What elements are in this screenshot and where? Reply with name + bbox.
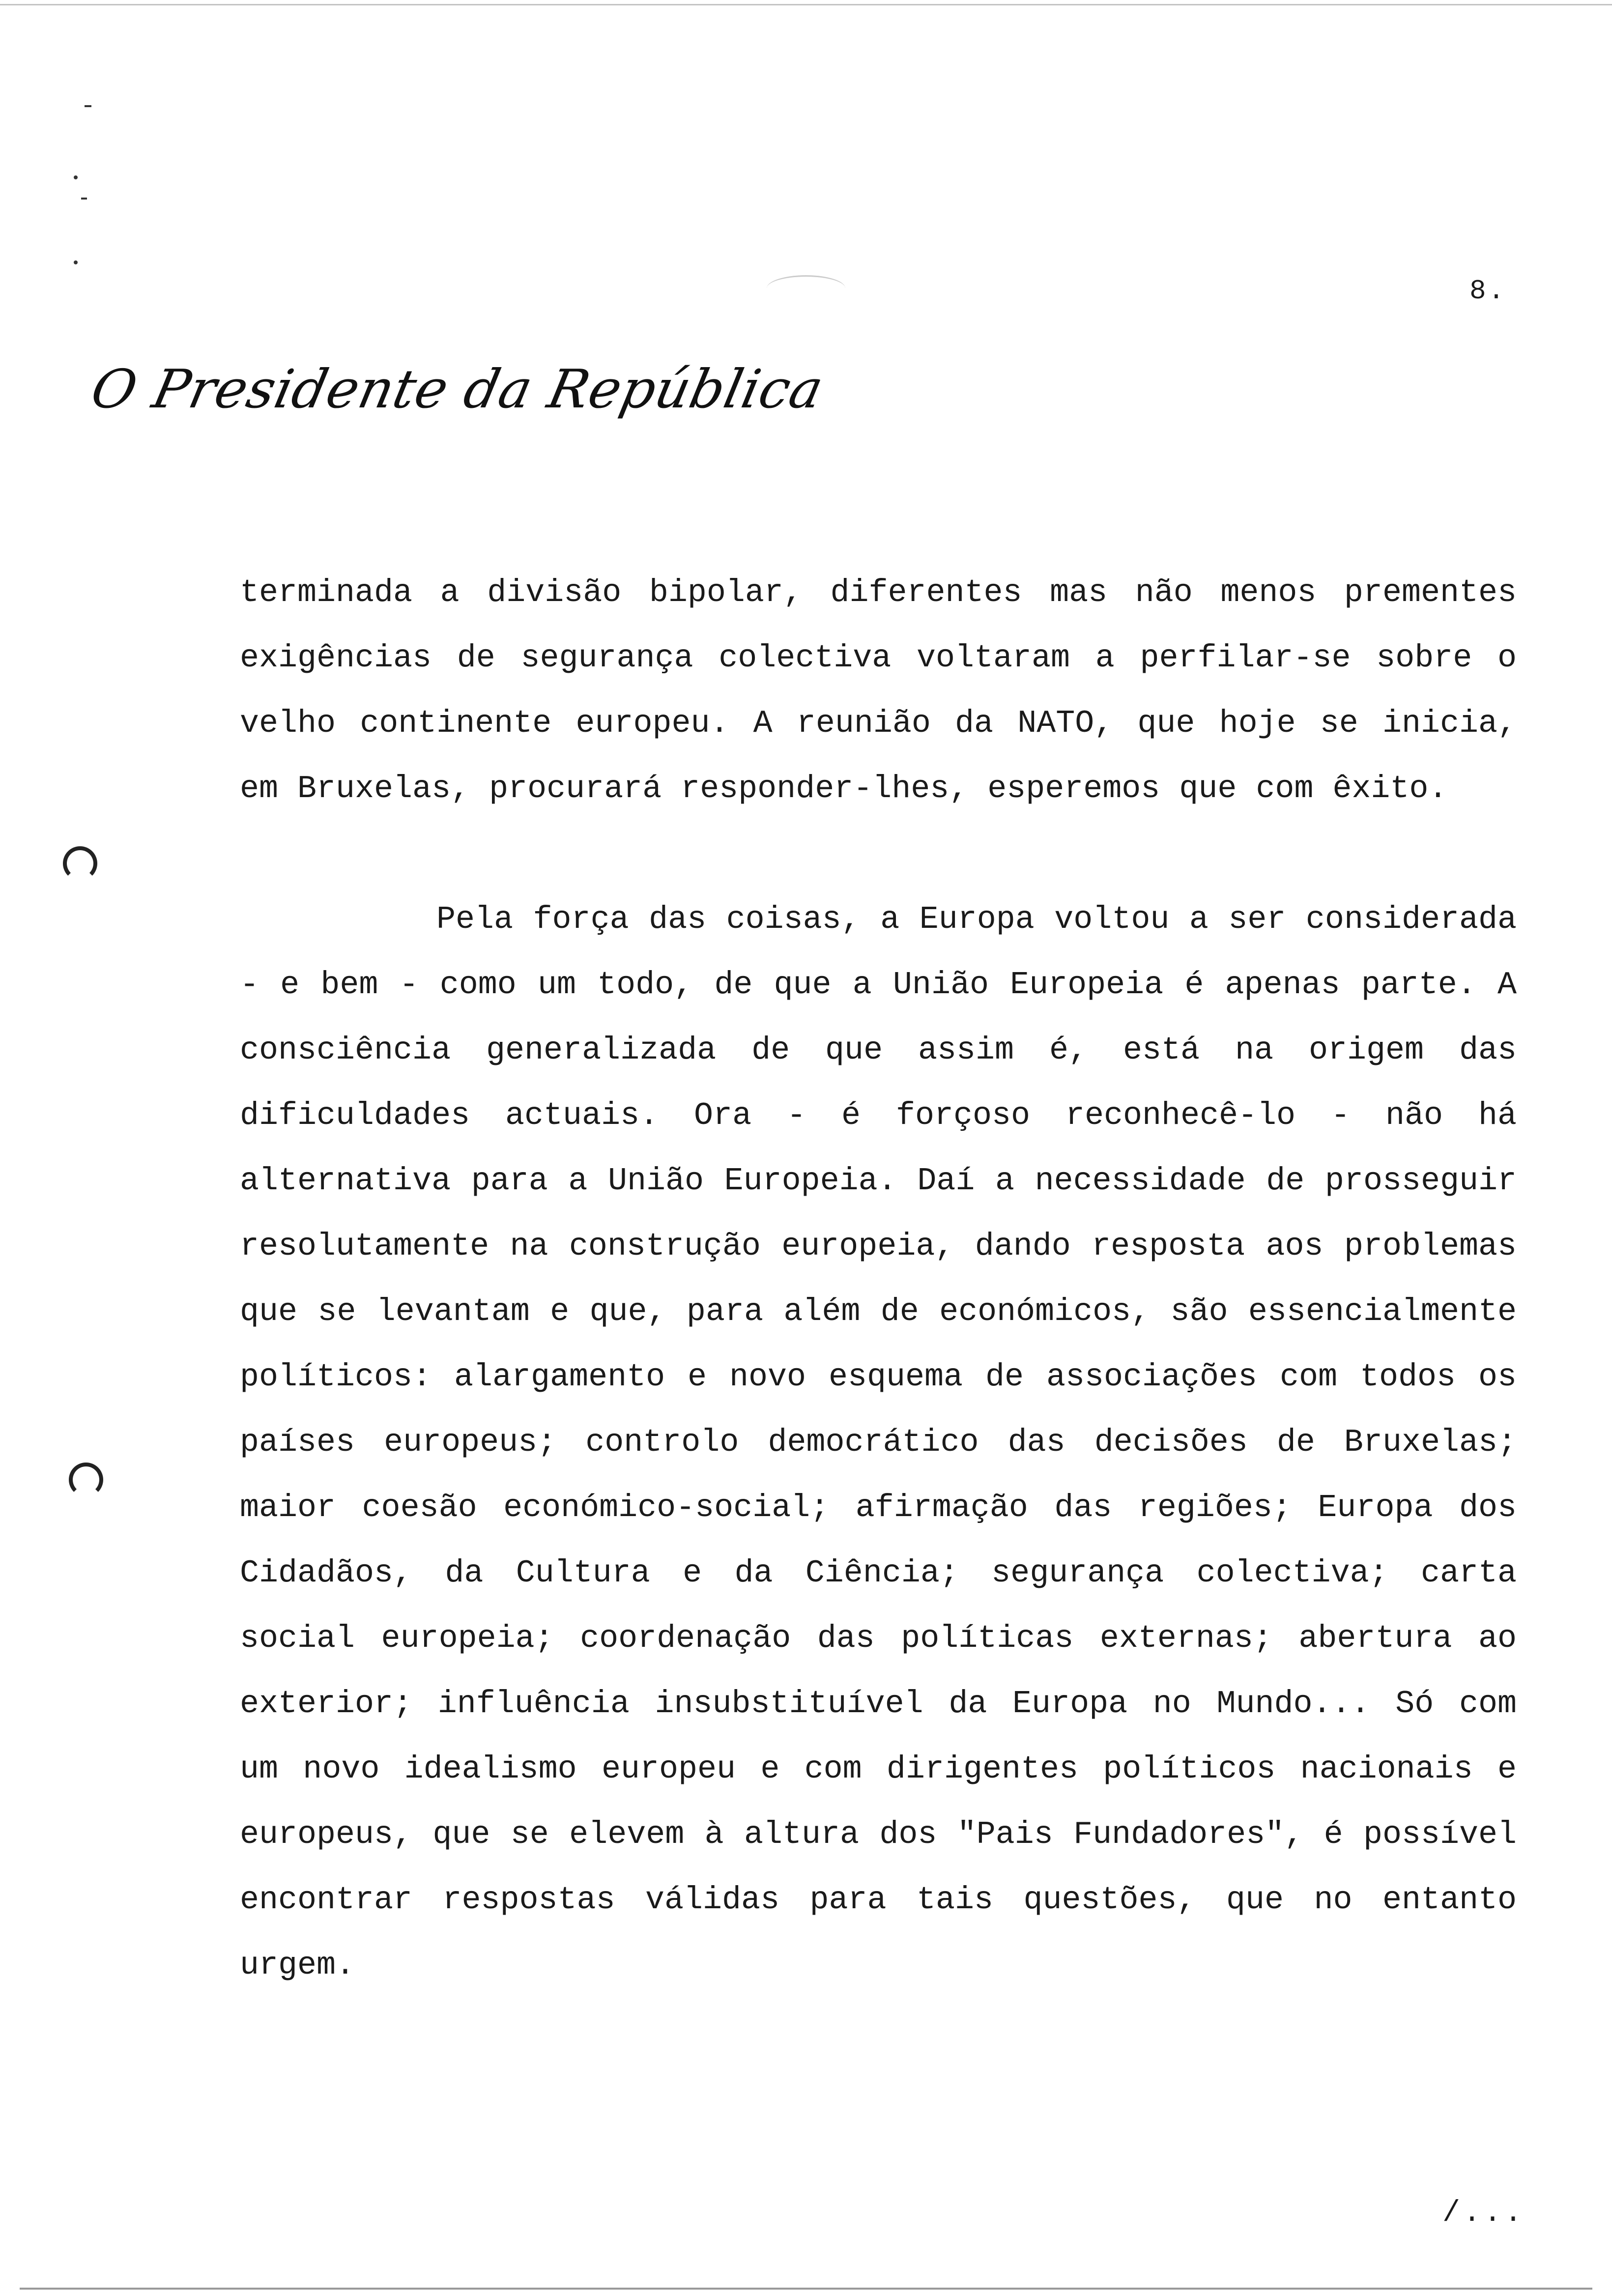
body-text [240, 560, 1517, 1998]
punch-hole [69, 1463, 103, 1497]
letterhead-title: O Presidente da República [86, 359, 829, 420]
page-number: 8. [1469, 275, 1507, 307]
punch-hole [63, 846, 97, 881]
margin-mark [85, 105, 91, 107]
paragraph: Pela força das coisas, a Europa voltou a ser considerada - e bem - como um todo, de que a União Europeia é apenas parte. A consciência generalizada de que assim é, está na origem das dificuldades actuais. Ora - é forçoso reconhecê-lo - não há alternativa para a União Europeia. Daí a necessidade de prosseguir resolutamente na construção europeia, dando resposta aos problemas que se levantam e que, para além de económicos, são essencialmente políticos: alargamento e novo esquema de associações com todos os países europeus; controlo democrático das decisões de Bruxelas; maior coesão económico-social; afirmação das regiões; Europa dos Cidadãos, da Cultura e da Ciência; segurança colectiva; carta social europeia; coordenação das políticas externas; abertura ao exterior; influência insubstituível da Europa no Mundo... Só com um novo idealismo europeu e com dirigentes políticos nacionais e europeus, que se elevem à altura dos "Pais Fundadores", é possível encontrar respostas válidas para tais questões, que no entanto urgem. [240, 901, 1517, 1983]
margin-mark [74, 175, 78, 179]
margin-mark [74, 260, 78, 264]
scan-smudge [767, 275, 845, 301]
bottom-scan-edge [20, 2288, 1592, 2290]
paragraph: terminada a divisão bipolar, diferentes mas não menos prementes exigências de segurança colectiva voltaram a perfilar-se sobre o velho continente europeu. A reunião da NATO, que hoje se inicia, em Bruxelas, procurará responder-lhes, esperemos que com êxito. [240, 574, 1517, 807]
top-scan-edge [0, 4, 1612, 5]
margin-mark [81, 198, 87, 200]
continuation-mark: /... [1442, 2197, 1526, 2230]
